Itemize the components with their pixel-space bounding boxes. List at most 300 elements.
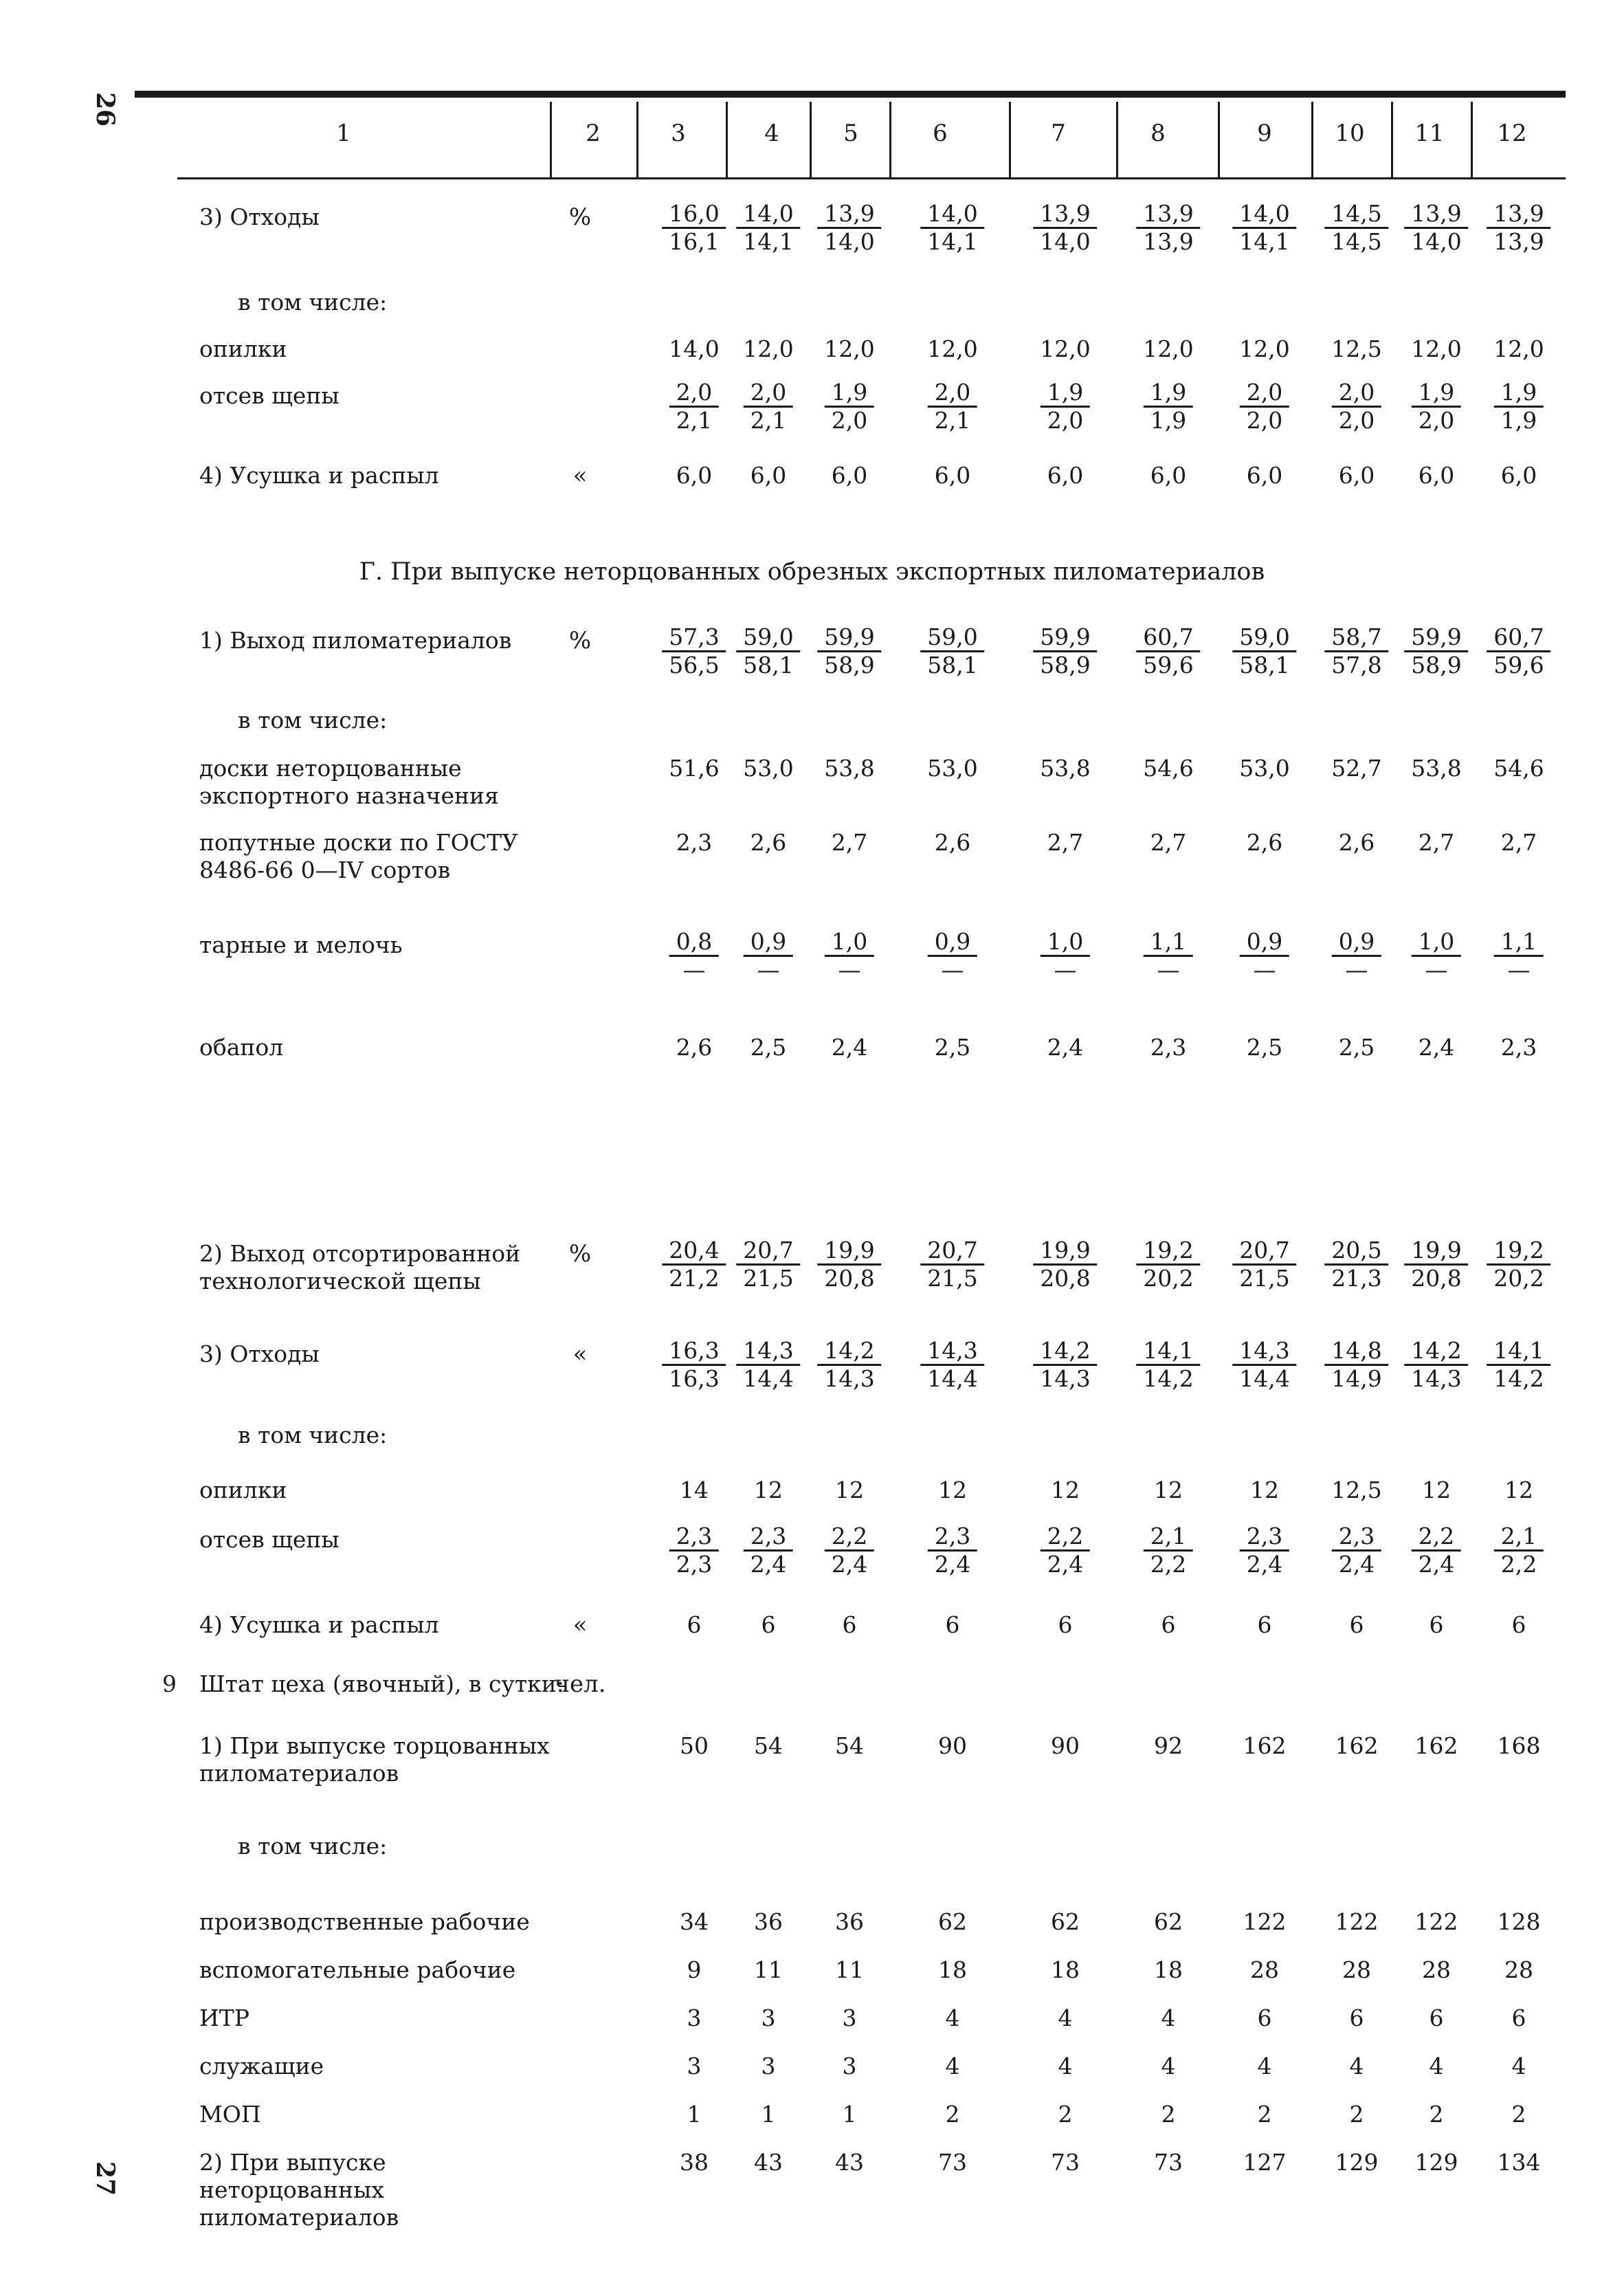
row-label: доски неторцованные экспортного назначения — [199, 755, 499, 809]
cell-fraction — [1144, 379, 1193, 434]
cell-value: 62 — [1154, 1908, 1183, 1935]
row-label: 1) Выход пиломатериалов — [199, 627, 512, 654]
fraction-numerator: 14,1 — [1487, 1338, 1550, 1366]
row-label: отсев щепы — [199, 382, 340, 409]
fraction-denominator: 14,3 — [1411, 1365, 1462, 1392]
cell-value: 2,3 — [1500, 1034, 1537, 1061]
fraction-denominator: 2,4 — [1047, 1551, 1084, 1578]
column-divider — [550, 102, 552, 177]
cell-value: 12,0 — [1239, 335, 1290, 362]
fraction-numerator: 2,0 — [1240, 379, 1289, 408]
cell-value: 50 — [680, 1732, 709, 1759]
fraction-denominator: 14,1 — [927, 228, 978, 255]
fraction-denominator: 14,2 — [1143, 1365, 1194, 1392]
fraction-numerator: 2,3 — [1240, 1523, 1289, 1552]
row-label: 3) Отходы — [199, 1340, 320, 1367]
cell-value: 12 — [1154, 1477, 1183, 1503]
fraction-numerator: 20,5 — [1324, 1237, 1388, 1266]
column-divider — [1311, 102, 1313, 177]
fraction-denominator: 20,8 — [824, 1265, 875, 1292]
cell-value: 168 — [1497, 1732, 1541, 1759]
fraction-numerator: 13,9 — [1404, 201, 1468, 229]
fraction-numerator: 14,8 — [1324, 1338, 1388, 1366]
cell-value: 18 — [1051, 1956, 1080, 1983]
cell-value: 6 — [1511, 1611, 1526, 1638]
cell-value: 2 — [1257, 2101, 1272, 2128]
cell-value: 4 — [1058, 2005, 1073, 2031]
row-label: 3) Отходы — [199, 203, 320, 230]
cell-value: 92 — [1154, 1732, 1183, 1759]
fraction-denominator: — — [1157, 956, 1180, 983]
row-unit: % — [568, 627, 592, 654]
cell-fraction — [736, 1338, 800, 1392]
cell-value: 129 — [1335, 2149, 1379, 2176]
cell-value: 6 — [842, 1611, 857, 1638]
cell-value: 6 — [1257, 1611, 1272, 1638]
cell-fraction — [1144, 929, 1193, 983]
fraction-denominator: 2,0 — [1418, 407, 1455, 434]
fraction-numerator: 20,7 — [736, 1237, 800, 1266]
page-number-top: 26 — [91, 91, 120, 127]
fraction-denominator: 58,1 — [743, 652, 794, 678]
cell-value: 2,6 — [750, 829, 787, 856]
cell-value: 12,0 — [1143, 335, 1194, 362]
cell-value: 36 — [754, 1908, 783, 1935]
cell-value: 6,0 — [676, 462, 713, 489]
fraction-numerator: 0,9 — [928, 929, 977, 957]
header-cell: 3 — [671, 120, 686, 147]
fraction-numerator: 20,7 — [1232, 1237, 1296, 1266]
fraction-denominator: — — [757, 956, 780, 983]
fraction-denominator: 59,6 — [1493, 652, 1544, 678]
fraction-denominator: 14,0 — [824, 228, 875, 255]
fraction-numerator: 59,0 — [1232, 624, 1296, 652]
fraction-denominator: 13,9 — [1493, 228, 1544, 255]
page-number-bottom: 27 — [91, 2161, 120, 2196]
fraction-numerator: 1,1 — [1144, 929, 1193, 957]
cell-fraction — [1404, 201, 1468, 255]
row-label: отсев щепы — [199, 1526, 340, 1553]
fraction-numerator: 2,1 — [1494, 1523, 1544, 1552]
cell-value: 6,0 — [831, 462, 868, 489]
header-cell: 12 — [1497, 120, 1527, 147]
cell-value: 6,0 — [1500, 462, 1537, 489]
fraction-numerator: 2,0 — [928, 379, 977, 408]
fraction-numerator: 1,9 — [825, 379, 874, 408]
cell-value: 6,0 — [1047, 462, 1084, 489]
row-number: 9 — [162, 1670, 177, 1697]
cell-fraction — [1232, 1338, 1296, 1392]
fraction-denominator: 57,8 — [1331, 652, 1382, 678]
cell-fraction — [817, 1338, 881, 1392]
cell-value: 53,8 — [1411, 755, 1462, 782]
cell-value: 2 — [1511, 2101, 1526, 2128]
cell-fraction — [920, 1338, 984, 1392]
row-label: опилки — [199, 1477, 287, 1503]
cell-value: 51,6 — [669, 755, 720, 782]
cell-value: 2,7 — [1150, 829, 1187, 856]
cell-fraction — [1232, 624, 1296, 678]
fraction-denominator: 2,2 — [1500, 1551, 1537, 1578]
cell-value: 4 — [1429, 2053, 1444, 2079]
cell-fraction — [736, 624, 800, 678]
cell-fraction — [1404, 1237, 1468, 1292]
fraction-denominator: 2,4 — [1246, 1551, 1283, 1578]
cell-value: 2,5 — [750, 1034, 787, 1061]
cell-value: 2,6 — [934, 829, 971, 856]
cell-value: 2 — [1429, 2101, 1444, 2128]
cell-fraction — [1324, 624, 1388, 678]
row-label: тарные и мелочь — [199, 931, 403, 958]
cell-value: 4 — [1257, 2053, 1272, 2079]
cell-fraction — [1412, 379, 1461, 434]
fraction-numerator: 1,9 — [1041, 379, 1090, 408]
header-cell: 9 — [1257, 120, 1272, 147]
row-label: 4) Усушка и распыл — [199, 1611, 439, 1638]
cell-fraction — [928, 379, 977, 434]
cell-fraction — [662, 201, 726, 255]
cell-value: 134 — [1497, 2149, 1541, 2176]
cell-value: 2,3 — [1150, 1034, 1187, 1061]
fraction-numerator: 14,1 — [1136, 1338, 1200, 1366]
column-divider — [726, 102, 728, 177]
cell-value: 38 — [680, 2149, 709, 2176]
fraction-numerator: 14,3 — [920, 1338, 984, 1366]
fraction-denominator: 14,2 — [1493, 1365, 1544, 1392]
fraction-denominator: 2,2 — [1150, 1551, 1187, 1578]
cell-value: 62 — [938, 1908, 967, 1935]
cell-value: 34 — [680, 1908, 709, 1935]
fraction-denominator: 58,9 — [1411, 652, 1462, 678]
fraction-numerator: 13,9 — [1136, 201, 1200, 229]
cell-fraction — [1412, 1523, 1461, 1578]
fraction-numerator: 59,9 — [817, 624, 881, 652]
column-divider — [1391, 102, 1393, 177]
fraction-numerator: 16,0 — [662, 201, 726, 229]
cell-value: 6 — [687, 1611, 702, 1638]
fraction-numerator: 1,9 — [1494, 379, 1544, 408]
cell-value: 2,5 — [934, 1034, 971, 1061]
cell-value: 128 — [1497, 1908, 1541, 1935]
cell-value: 12,0 — [824, 335, 875, 362]
fraction-numerator: 14,2 — [817, 1338, 881, 1366]
cell-fraction — [817, 1237, 881, 1292]
column-divider — [1009, 102, 1011, 177]
cell-value: 2 — [1058, 2101, 1073, 2128]
cell-value: 12,0 — [1040, 335, 1091, 362]
cell-fraction — [744, 379, 793, 434]
fraction-denominator: 58,9 — [824, 652, 875, 678]
fraction-denominator: 20,8 — [1411, 1265, 1462, 1292]
cell-value: 122 — [1414, 1908, 1458, 1935]
fraction-numerator: 20,7 — [920, 1237, 984, 1266]
cell-value: 6,0 — [1338, 462, 1375, 489]
fraction-numerator: 2,3 — [669, 1523, 719, 1552]
cell-value: 162 — [1243, 1732, 1287, 1759]
fraction-numerator: 2,2 — [1412, 1523, 1461, 1552]
cell-fraction — [1487, 1237, 1550, 1292]
fraction-denominator: 1,9 — [1500, 407, 1537, 434]
cell-value: 2,5 — [1338, 1034, 1375, 1061]
cell-value: 12 — [1250, 1477, 1279, 1503]
cell-value: 28 — [1342, 1956, 1371, 1983]
cell-value: 6,0 — [1150, 462, 1187, 489]
cell-value: 1 — [842, 2101, 857, 2128]
row-label: в том числе: — [238, 1422, 388, 1448]
cell-value: 28 — [1250, 1956, 1279, 1983]
cell-value: 53,8 — [824, 755, 875, 782]
fraction-numerator: 2,0 — [744, 379, 793, 408]
cell-value: 3 — [761, 2053, 776, 2079]
cell-value: 12 — [1422, 1477, 1451, 1503]
fraction-denominator: 2,1 — [676, 407, 713, 434]
fraction-numerator: 2,0 — [1332, 379, 1381, 408]
cell-fraction — [1033, 1237, 1097, 1292]
fraction-numerator: 60,7 — [1136, 624, 1200, 652]
cell-fraction — [825, 1523, 874, 1578]
fraction-denominator: 14,4 — [927, 1365, 978, 1392]
fraction-numerator: 59,9 — [1033, 624, 1097, 652]
header-cell: 7 — [1051, 120, 1066, 147]
cell-value: 18 — [1154, 1956, 1183, 1983]
cell-value: 54,6 — [1493, 755, 1544, 782]
header-cell: 4 — [764, 120, 779, 147]
fraction-numerator: 2,2 — [1041, 1523, 1090, 1552]
fraction-denominator: 56,5 — [669, 652, 720, 678]
cell-value: 6,0 — [934, 462, 971, 489]
cell-value: 73 — [1154, 2149, 1183, 2176]
cell-value: 1 — [687, 2101, 702, 2128]
cell-fraction — [1232, 1237, 1296, 1292]
cell-fraction — [662, 1237, 726, 1292]
fraction-denominator: 16,1 — [669, 228, 720, 255]
header-bottom-rule — [177, 177, 1566, 179]
cell-value: 36 — [835, 1908, 864, 1935]
fraction-numerator: 19,2 — [1136, 1237, 1200, 1266]
cell-value: 6 — [1161, 1611, 1176, 1638]
cell-value: 4 — [1161, 2005, 1176, 2031]
cell-fraction — [1494, 379, 1544, 434]
fraction-denominator: 2,0 — [1047, 407, 1084, 434]
cell-value: 122 — [1335, 1908, 1379, 1935]
cell-fraction — [669, 379, 719, 434]
cell-value: 12,0 — [1493, 335, 1544, 362]
fraction-denominator: 13,9 — [1143, 228, 1194, 255]
cell-fraction — [1041, 929, 1090, 983]
cell-value: 12,0 — [1411, 335, 1462, 362]
cell-value: 12 — [835, 1477, 864, 1503]
cell-value: 6 — [1257, 2005, 1272, 2031]
cell-fraction — [817, 624, 881, 678]
fraction-denominator: 14,0 — [1040, 228, 1091, 255]
fraction-numerator: 14,2 — [1404, 1338, 1468, 1366]
cell-fraction — [1324, 1237, 1388, 1292]
table-top-rule — [135, 91, 1566, 98]
row-unit: « — [572, 462, 588, 489]
cell-value: 6,0 — [1418, 462, 1455, 489]
fraction-numerator: 16,3 — [662, 1338, 726, 1366]
fraction-denominator: — — [941, 956, 964, 983]
cell-value: 6 — [1349, 2005, 1364, 2031]
cell-value: 6 — [1429, 2005, 1444, 2031]
cell-value: 129 — [1414, 2149, 1458, 2176]
cell-fraction — [669, 929, 719, 983]
fraction-denominator: 21,3 — [1331, 1265, 1382, 1292]
fraction-numerator: 14,3 — [1232, 1338, 1296, 1366]
fraction-denominator: 2,4 — [831, 1551, 868, 1578]
fraction-denominator: 2,4 — [934, 1551, 971, 1578]
fraction-denominator: 21,5 — [927, 1265, 978, 1292]
fraction-denominator: 14,4 — [743, 1365, 794, 1392]
cell-value: 2,6 — [1338, 829, 1375, 856]
fraction-numerator: 13,9 — [817, 201, 881, 229]
cell-value: 122 — [1243, 1908, 1287, 1935]
cell-value: 3 — [761, 2005, 776, 2031]
cell-fraction — [825, 379, 874, 434]
cell-value: 73 — [938, 2149, 967, 2176]
cell-value: 6,0 — [1246, 462, 1283, 489]
fraction-denominator: 14,1 — [1239, 228, 1290, 255]
cell-fraction — [1494, 929, 1544, 983]
cell-fraction — [736, 201, 800, 255]
cell-value: 28 — [1504, 1956, 1533, 1983]
fraction-numerator: 19,9 — [817, 1237, 881, 1266]
cell-value: 2,4 — [1047, 1034, 1084, 1061]
fraction-numerator: 13,9 — [1487, 201, 1550, 229]
row-label: обапол — [199, 1034, 284, 1061]
fraction-numerator: 0,9 — [1332, 929, 1381, 957]
fraction-numerator: 58,7 — [1324, 624, 1388, 652]
fraction-denominator: 14,0 — [1411, 228, 1462, 255]
cell-value: 6 — [1429, 1611, 1444, 1638]
fraction-denominator: 14,3 — [824, 1365, 875, 1392]
fraction-numerator: 1,0 — [1041, 929, 1090, 957]
row-label: в том числе: — [238, 289, 388, 316]
fraction-numerator: 2,0 — [669, 379, 719, 408]
cell-fraction — [1136, 201, 1200, 255]
cell-value: 12 — [1504, 1477, 1533, 1503]
fraction-numerator: 59,0 — [736, 624, 800, 652]
fraction-denominator: 58,9 — [1040, 652, 1091, 678]
cell-value: 4 — [1058, 2053, 1073, 2079]
row-unit: % — [568, 203, 592, 231]
fraction-denominator: — — [1054, 956, 1077, 983]
fraction-numerator: 59,0 — [920, 624, 984, 652]
fraction-numerator: 2,3 — [928, 1523, 977, 1552]
fraction-denominator: — — [1253, 956, 1276, 983]
cell-value: 90 — [938, 1732, 967, 1759]
cell-value: 12,5 — [1331, 335, 1382, 362]
fraction-numerator: 1,9 — [1144, 379, 1193, 408]
cell-fraction — [1332, 379, 1381, 434]
cell-value: 3 — [842, 2053, 857, 2079]
cell-value: 14,0 — [669, 335, 720, 362]
fraction-denominator: 16,3 — [669, 1365, 720, 1392]
fraction-denominator: 2,4 — [1418, 1551, 1455, 1578]
fraction-denominator: 2,4 — [1338, 1551, 1375, 1578]
row-unit: « — [572, 1340, 588, 1368]
fraction-denominator: 58,1 — [1239, 652, 1290, 678]
header-cell: 11 — [1414, 120, 1445, 147]
cell-value: 90 — [1051, 1732, 1080, 1759]
cell-value: 11 — [835, 1956, 864, 1983]
fraction-numerator: 1,9 — [1412, 379, 1461, 408]
cell-value: 2 — [945, 2101, 960, 2128]
cell-fraction — [817, 201, 881, 255]
column-divider — [1218, 102, 1220, 177]
row-label: ИТР — [199, 2005, 249, 2031]
fraction-denominator: 59,6 — [1143, 652, 1194, 678]
cell-value: 6 — [1058, 1611, 1073, 1638]
column-divider — [810, 102, 812, 177]
fraction-numerator: 60,7 — [1487, 624, 1550, 652]
cell-fraction — [1136, 1237, 1200, 1292]
cell-value: 12 — [938, 1477, 967, 1503]
cell-value: 4 — [1161, 2053, 1176, 2079]
fraction-numerator: 2,3 — [1332, 1523, 1381, 1552]
fraction-denominator: — — [1345, 956, 1368, 983]
fraction-numerator: 20,4 — [662, 1237, 726, 1266]
cell-value: 9 — [687, 1956, 702, 1983]
fraction-denominator: — — [1425, 956, 1448, 983]
fraction-denominator: 2,0 — [831, 407, 868, 434]
cell-value: 43 — [754, 2149, 783, 2176]
cell-value: 12 — [754, 1477, 783, 1503]
cell-value: 2,7 — [1500, 829, 1537, 856]
fraction-numerator: 19,2 — [1487, 1237, 1550, 1266]
fraction-numerator: 14,2 — [1033, 1338, 1097, 1366]
cell-fraction — [1332, 929, 1381, 983]
fraction-numerator: 14,5 — [1324, 201, 1388, 229]
cell-value: 3 — [687, 2053, 702, 2079]
cell-fraction — [1033, 624, 1097, 678]
cell-value: 2 — [1161, 2101, 1176, 2128]
cell-fraction — [1494, 1523, 1544, 1578]
cell-value: 2,7 — [831, 829, 868, 856]
cell-value: 2,5 — [1246, 1034, 1283, 1061]
fraction-numerator: 19,9 — [1404, 1237, 1468, 1266]
cell-value: 6 — [945, 1611, 960, 1638]
cell-fraction — [736, 1237, 800, 1292]
header-cell: 10 — [1335, 120, 1365, 147]
column-divider — [1471, 102, 1473, 177]
cell-fraction — [1487, 1338, 1550, 1392]
fraction-denominator: 2,3 — [676, 1551, 713, 1578]
fraction-denominator: 2,4 — [750, 1551, 787, 1578]
row-label: 1) При выпуске торцованных пиломатериалов — [199, 1732, 550, 1787]
column-divider — [636, 102, 638, 177]
cell-fraction — [1136, 624, 1200, 678]
cell-fraction — [1240, 379, 1289, 434]
fraction-numerator: 13,9 — [1033, 201, 1097, 229]
fraction-denominator: 14,3 — [1040, 1365, 1091, 1392]
fraction-denominator: 58,1 — [927, 652, 978, 678]
fraction-numerator: 59,9 — [1404, 624, 1468, 652]
row-unit: чел. — [554, 1670, 606, 1698]
fraction-numerator: 14,0 — [736, 201, 800, 229]
cell-value: 4 — [1349, 2053, 1364, 2079]
cell-value: 2,7 — [1047, 829, 1084, 856]
cell-value: 6 — [1511, 2005, 1526, 2031]
cell-value: 2,6 — [1246, 829, 1283, 856]
cell-value: 6,0 — [750, 462, 787, 489]
section-heading: Г. При выпуске неторцованных обрезных экспортных пиломатериалов — [359, 558, 1265, 586]
cell-value: 2 — [1349, 2101, 1364, 2128]
cell-fraction — [1487, 624, 1550, 678]
header-cell: 8 — [1150, 120, 1166, 147]
header-cell: 5 — [843, 120, 858, 147]
fraction-numerator: 2,3 — [744, 1523, 793, 1552]
